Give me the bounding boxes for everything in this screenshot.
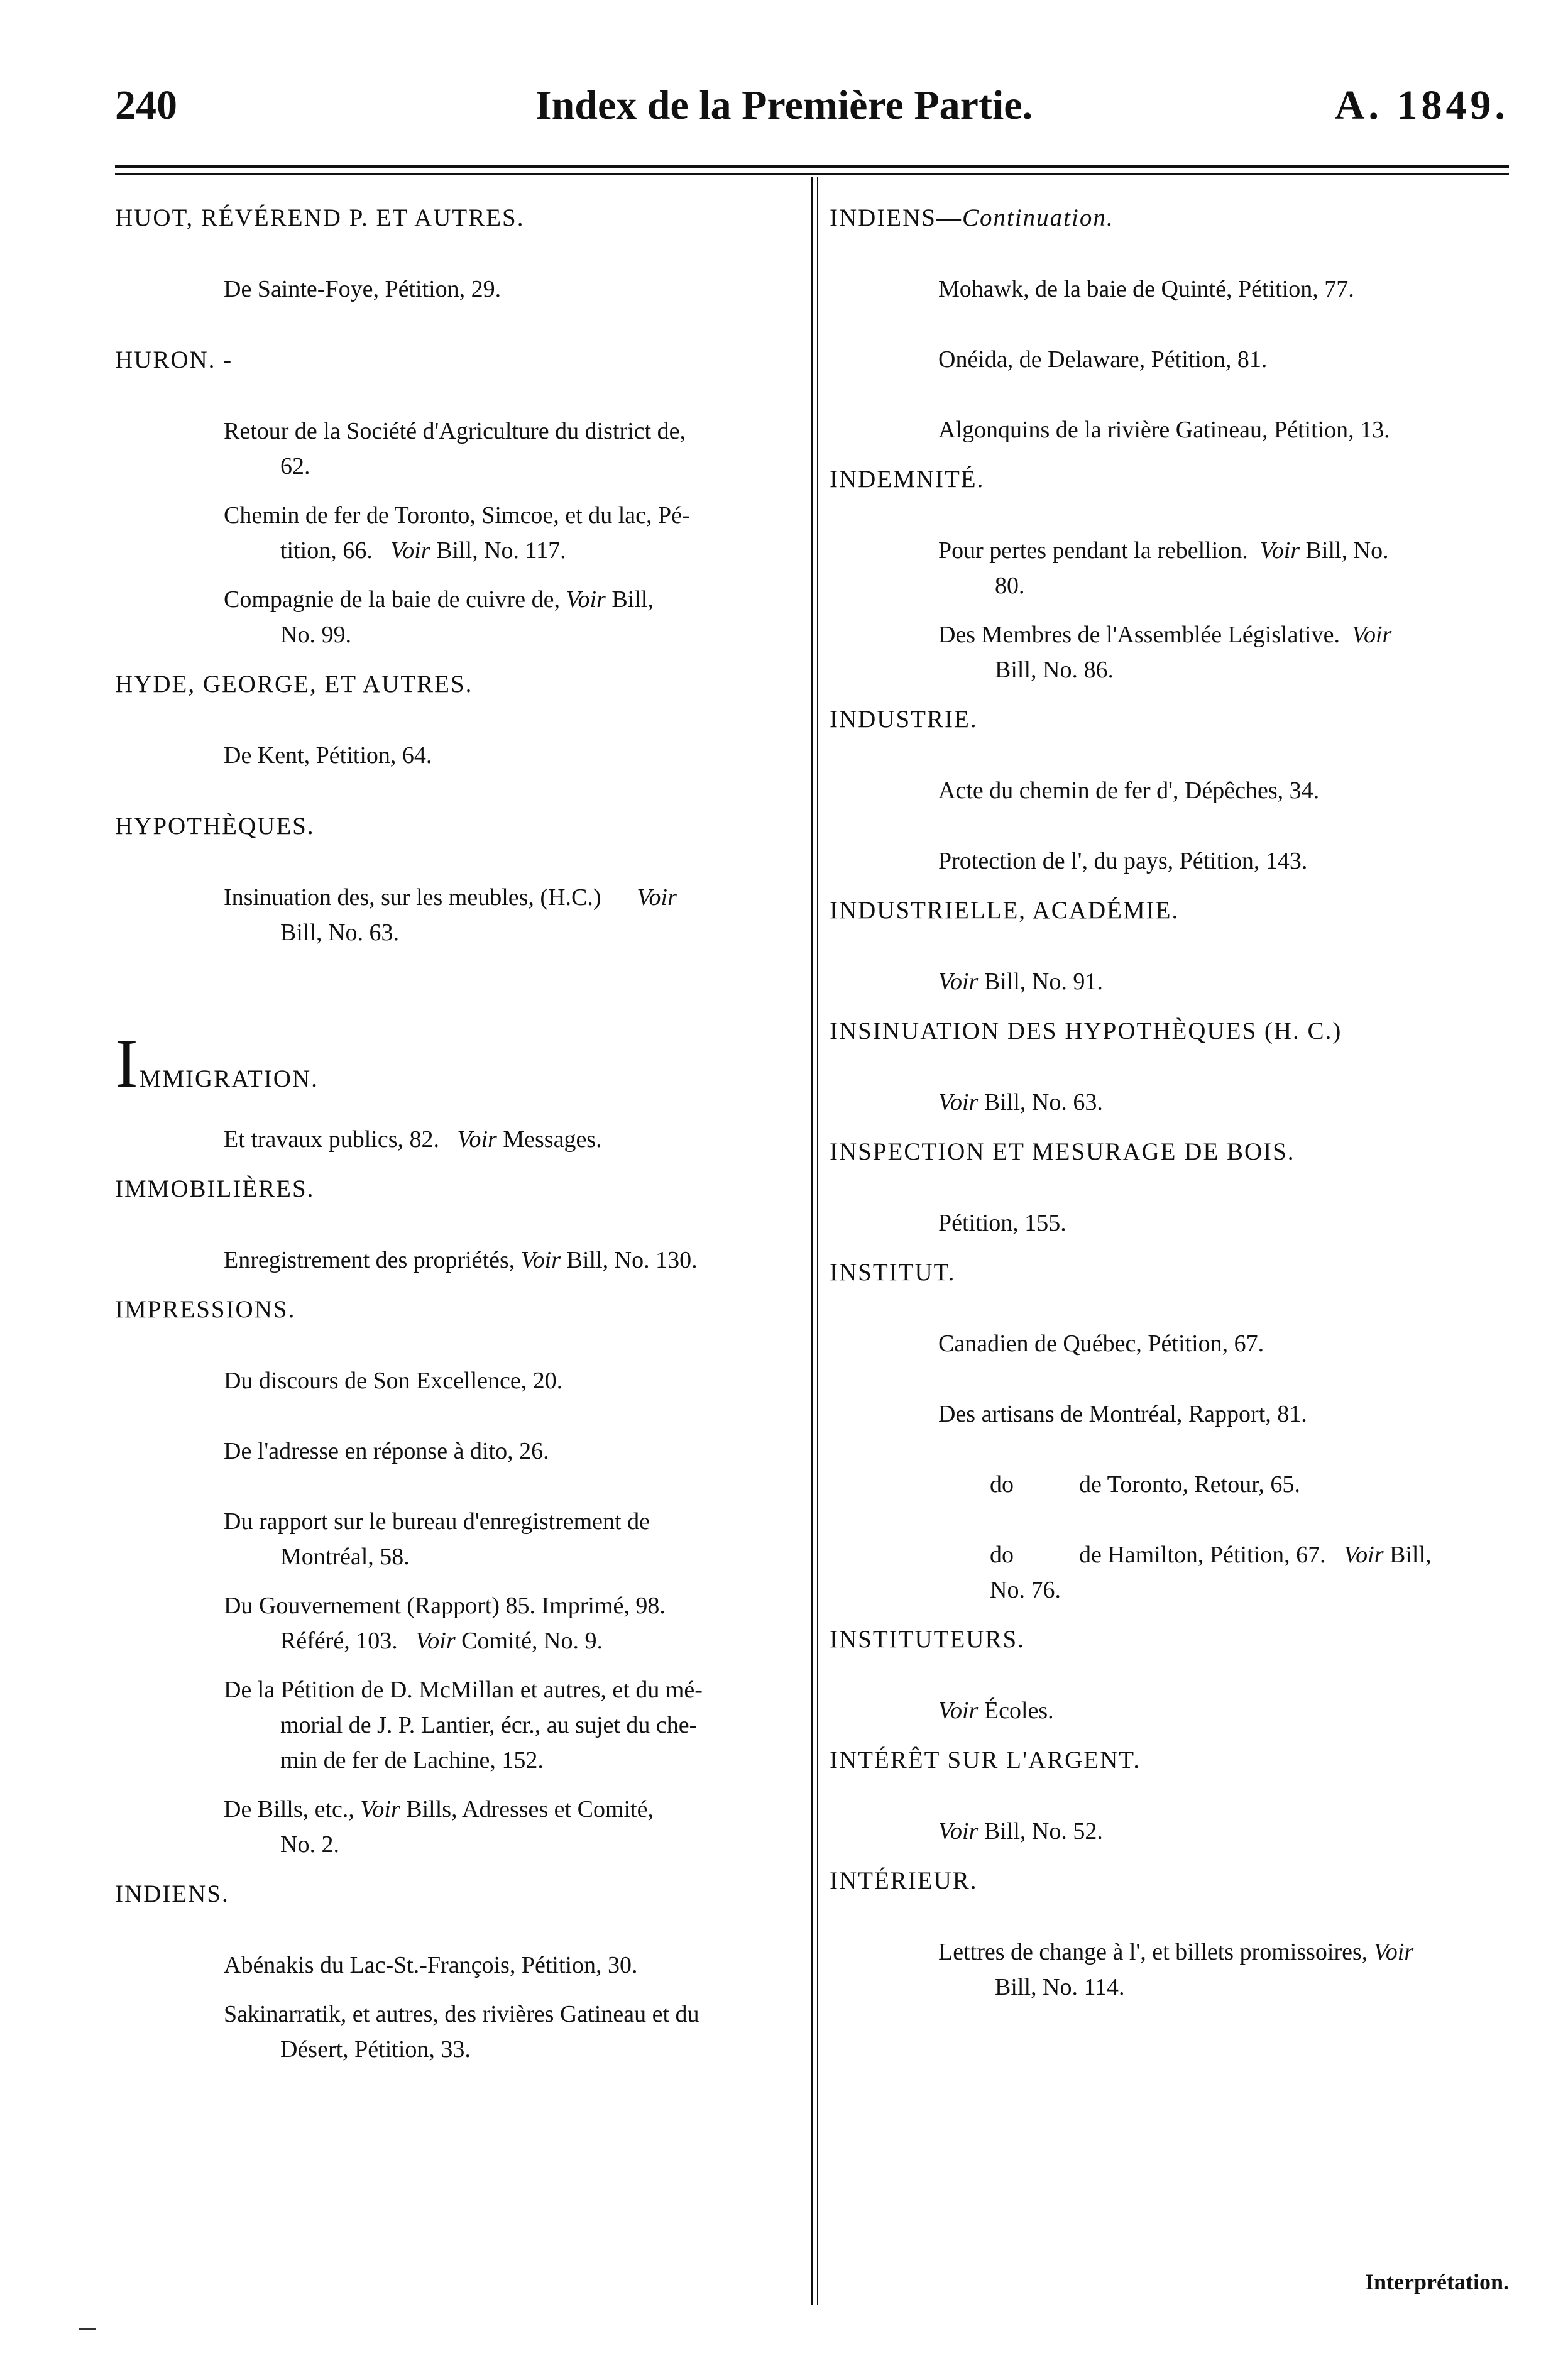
entry-heading: HYDE, GEORGE, ET AUTRES. [115,671,473,698]
entry-heading: INSTITUT. [830,1259,956,1286]
entry-item: Voir Bill, No. 52. [938,1818,1103,1845]
index-entry-hyde [115,666,806,773]
index-entry-institut [830,1254,1508,1608]
entry-item: Abénakis du Lac-St.-François, Pétition, 30. [224,1952,638,1978]
right-column [830,200,1508,2005]
header-rule-thin [115,173,1509,175]
entry-heading: INSTITUTEURS. [830,1626,1025,1653]
entry-heading: INDIENS—Continuation. [830,204,1114,231]
entry-item: Et travaux publics, 82. Voir Messages. [224,1126,602,1153]
catchword: Interprétation. [1365,2269,1509,2294]
left-column [115,200,806,2067]
index-entry-huot [115,200,806,307]
index-entry-industrie [830,701,1508,879]
entry-heading: INDIENS. [115,1880,229,1907]
entry-item: Des artisans de Montréal, Rapport, 81. [938,1401,1307,1427]
entry-item: De la Pétition de D. McMillan et autres, et du mé- morial de J. P. Lantier, écr., au sujet du che- min de fer de Lachine, 152. [224,1677,703,1774]
entry-item: Compagnie de la baie de cuivre de, Voir Bill, No. 99. [224,586,654,648]
index-entry-industrielle-academie [830,892,1508,999]
entry-item: Pétition, 155. [938,1210,1066,1236]
entry-item: Sakinarratik, et autres, des rivières Gatineau et du Désert, Pétition, 33. [224,2001,699,2063]
entry-item: Pour pertes pendant la rebellion. Voir Bill, No. 80. [938,537,1389,599]
entry-item: Retour de la Société d'Agriculture du district de, 62. [224,418,686,480]
page-title: Index de la Première Partie. [535,82,1033,128]
entry-heading: INDUSTRIE. [830,706,978,733]
index-entry-interet [830,1742,1508,1849]
index-entry-immobilieres [115,1171,806,1278]
page-year: A. 1849. [1334,82,1509,128]
entry-heading: INTÉRÊT SUR L'ARGENT. [830,1746,1141,1774]
index-entry-impressions [115,1291,806,1862]
entry-heading: INSINUATION DES HYPOTHÈQUES (H. C.) [830,1017,1342,1044]
index-entry-indiens-continuation [830,200,1508,447]
page-mark [79,2328,96,2330]
entry-item: Protection de l', du pays, Pétition, 143. [938,848,1308,874]
entry-item: Mohawk, de la baie de Quinté, Pétition, 77. [938,276,1354,302]
entry-item: Acte du chemin de fer d', Dépêches, 34. [938,777,1320,804]
index-entry-instituteurs [830,1621,1508,1728]
entry-item: do de Toronto, Retour, 65. [990,1471,1300,1498]
entry-heading: HURON. - [115,346,233,373]
page-header [0,82,1568,138]
index-entry-hypotheques [115,808,806,950]
entry-item: De Bills, etc., Voir Bills, Adresses et Comité, No. 2. [224,1796,654,1858]
entry-item: Chemin de fer de Toronto, Simcoe, et du lac, Pé- tition, 66. Voir Bill, No. 117. [224,502,690,564]
entry-heading: INDUSTRIELLE, ACADÉMIE. [830,897,1180,924]
entry-heading: HYPOTHÈQUES. [115,813,315,840]
entry-item: Du Gouvernement (Rapport) 85. Imprimé, 98. Référé, 103. Voir Comité, No. 9. [224,1593,666,1654]
entry-heading: INDEMNITÉ. [830,466,985,493]
entry-item: Du discours de Son Excellence, 20. [224,1368,563,1394]
column-divider-inner [817,177,818,2305]
index-entry-indiens [115,1876,806,2067]
entry-item: De Sainte-Foye, Pétition, 29. [224,276,502,302]
column-divider [811,177,813,2305]
entry-heading: IMMIGRATION. [115,1025,319,1102]
entry-heading: INTÉRIEUR. [830,1867,978,1894]
index-entry-insinuation [830,1013,1508,1120]
entry-item: Insinuation des, sur les meubles, (H.C.) Voir Bill, No. 63. [224,884,677,946]
entry-heading: INSPECTION ET MESURAGE DE BOIS. [830,1138,1295,1165]
entry-item: Enregistrement des propriétés, Voir Bill, No. 130. [224,1247,698,1273]
page-number: 240 [115,82,177,128]
index-entry-inspection [830,1134,1508,1241]
entry-heading: IMMOBILIÈRES. [115,1175,315,1202]
entry-item: De Kent, Pétition, 64. [224,742,432,769]
entry-item: Du rapport sur le bureau d'enregistrement de Montréal, 58. [224,1508,650,1570]
entry-item: Algonquins de la rivière Gatineau, Pétition, 13. [938,417,1390,443]
index-entry-interieur [830,1863,1508,2005]
entry-item: Lettres de change à l', et billets promissoires, Voir Bill, No. 114. [938,1939,1414,2000]
entry-item: De l'adresse en réponse à dito, 26. [224,1438,549,1464]
entry-item: Canadien de Québec, Pétition, 67. [938,1330,1264,1357]
entry-item: Voir Bill, No. 63. [938,1089,1103,1116]
index-entry-huron [115,342,806,652]
index-entry-immigration [115,1025,806,1157]
entry-heading: IMPRESSIONS. [115,1296,296,1323]
entry-item: Voir Écoles. [938,1697,1054,1724]
entry-item: Voir Bill, No. 91. [938,968,1103,995]
entry-heading: HUOT, RÉVÉREND P. ET AUTRES. [115,204,525,231]
index-entry-indemnite [830,461,1508,688]
entry-item: do de Hamilton, Pétition, 67. Voir Bill, No. 76. [990,1542,1432,1603]
entry-item: Des Membres de l'Assemblée Législative. Voir Bill, No. 86. [938,622,1392,683]
entry-item: Onéida, de Delaware, Pétition, 81. [938,346,1268,373]
header-rule-thick [115,165,1509,168]
